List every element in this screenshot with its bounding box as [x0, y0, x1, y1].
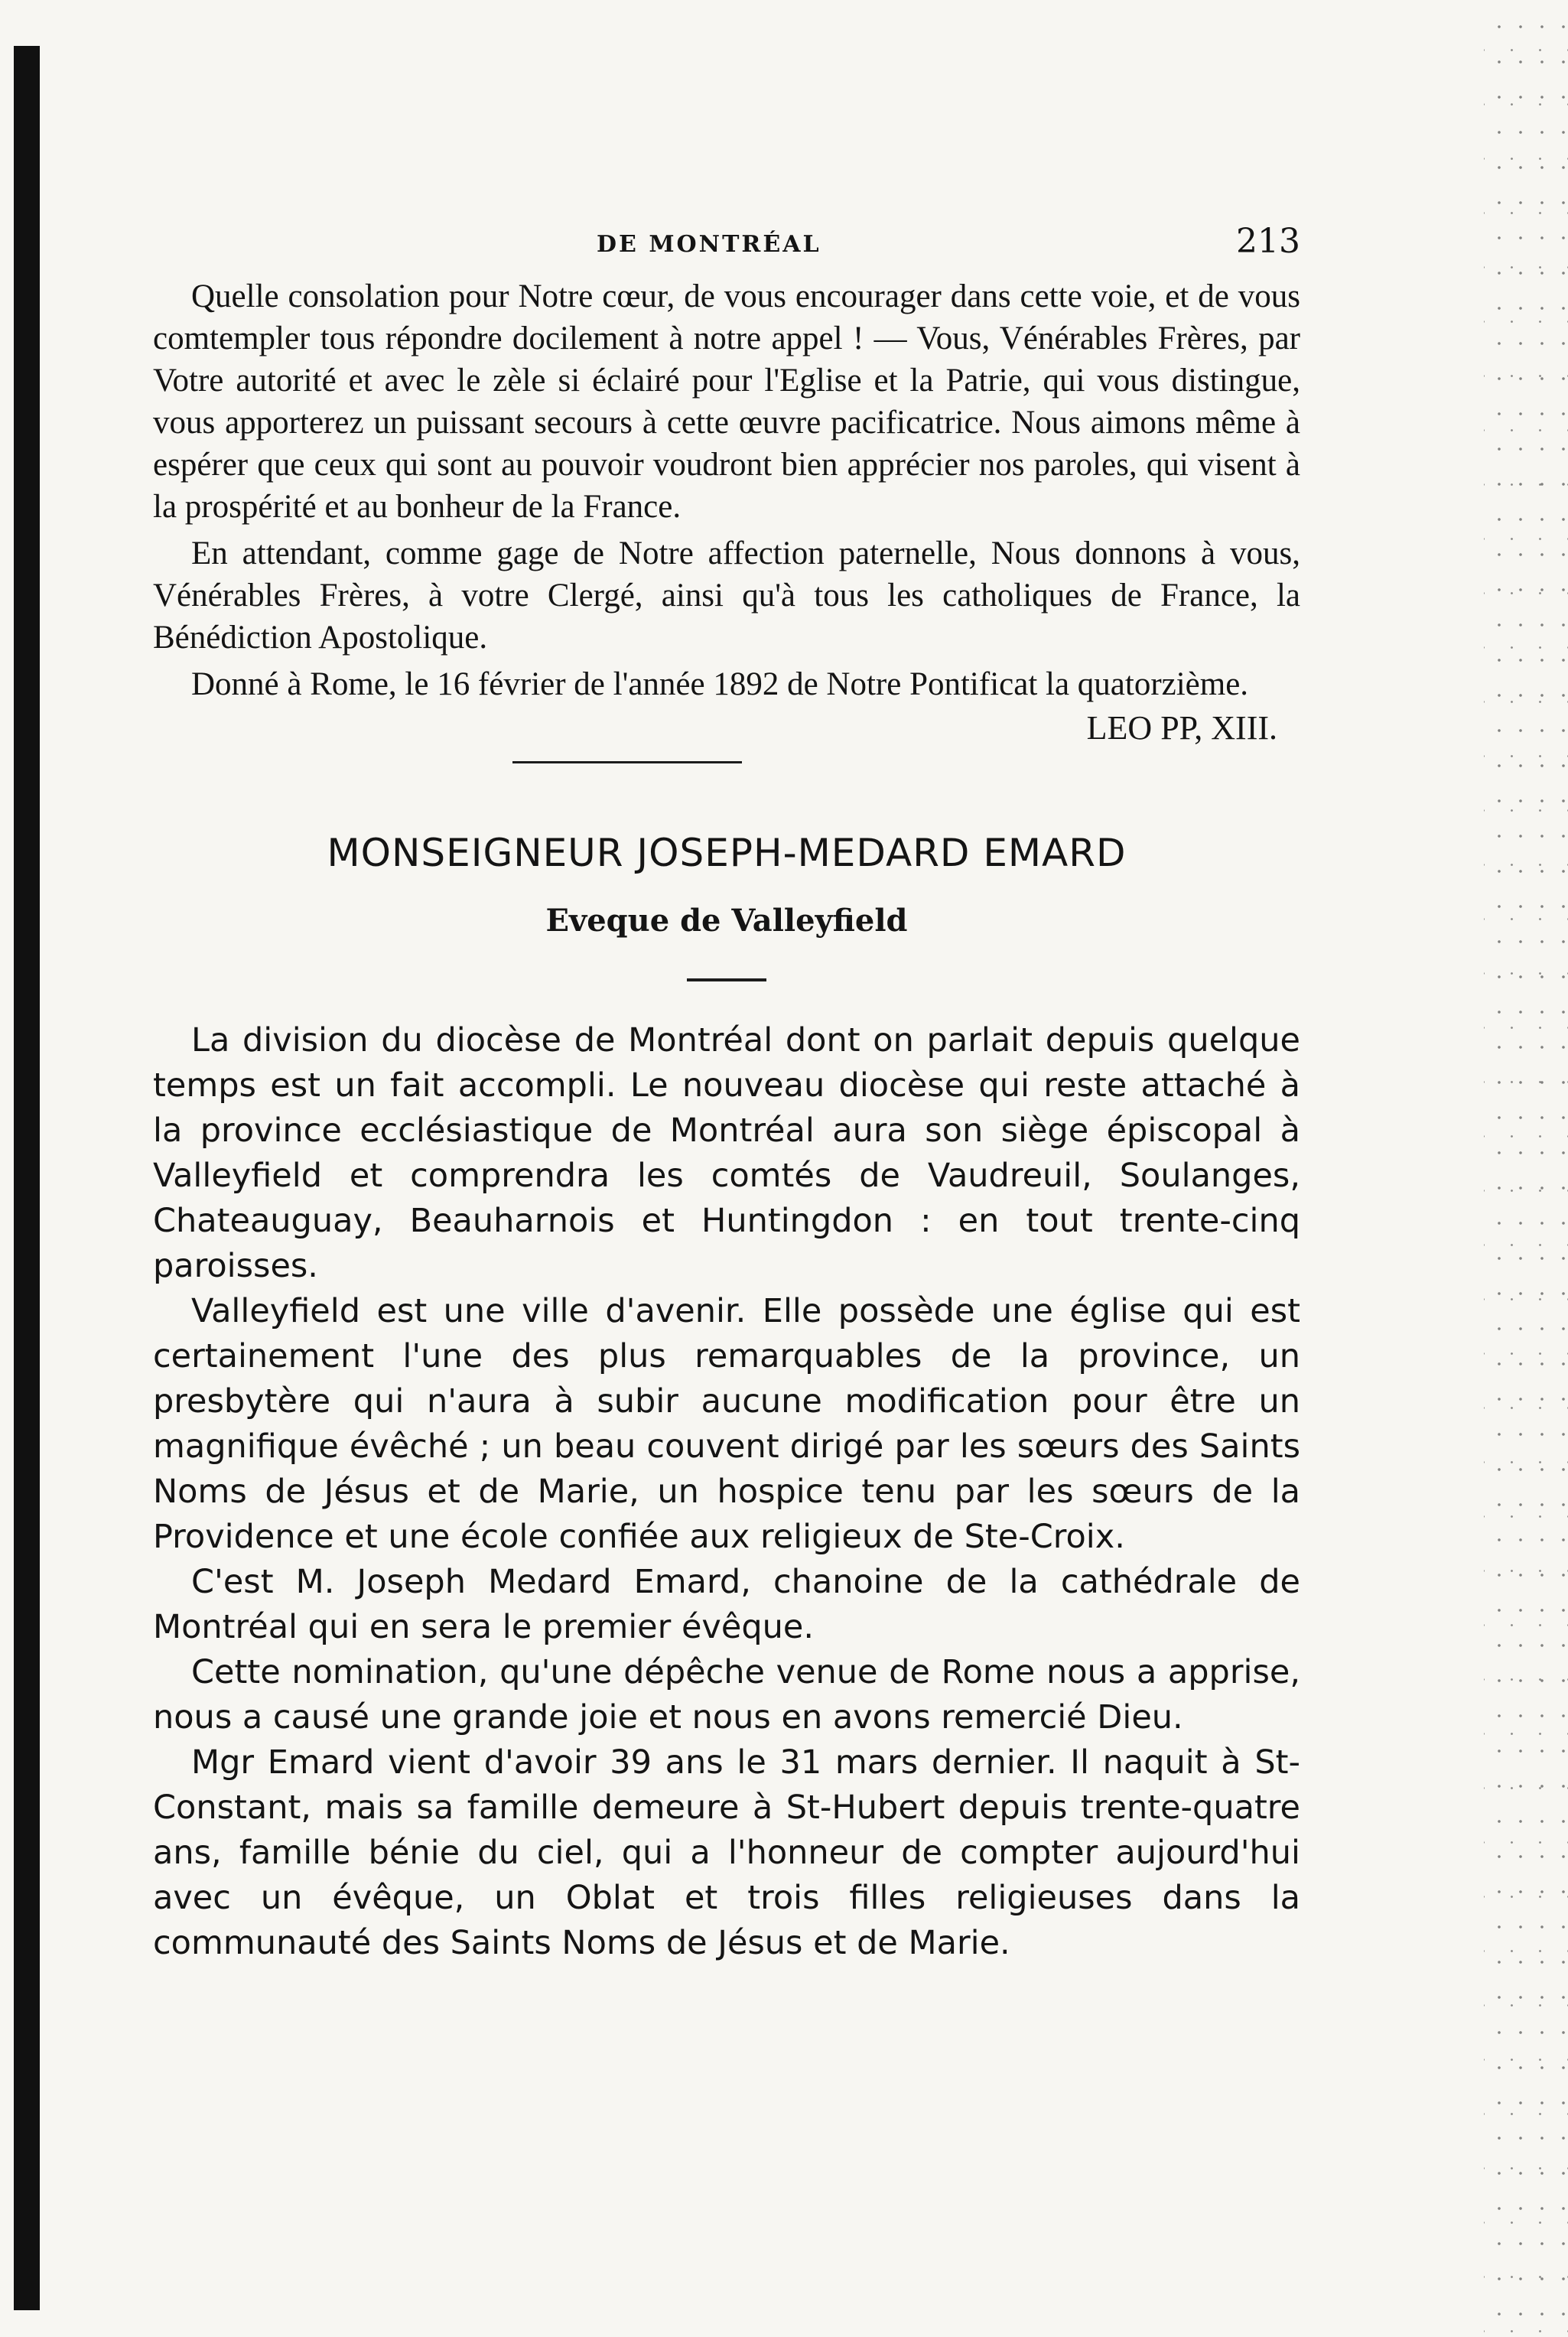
article-section [153, 831, 1300, 1966]
article-subtitle: Eveque de Valleyfield [545, 903, 908, 939]
article-paragraph: Mgr Emard vient d'avoir 39 ans le 31 mars dernier. Il naquit à St-Constant, mais sa famille demeure à St-Hubert depuis trente-quatre ans, famille bénie du ciel, qui a l'honneur de compter aujourd'hui avec un évêque, un Oblat et trois filles religieuses dans la communauté des Saints Noms de Jésus et de Marie. [153, 1743, 1300, 1962]
article-paragraph: C'est M. Joseph Medard Emard, chanoine de la cathédrale de Montréal qui en sera le premier évêque. [153, 1563, 1300, 1646]
letter-section [153, 275, 1300, 763]
letter-paragraph: Quelle consolation pour Notre cœur, de vous encourager dans cette voie, et de vous comtempler tous répondre docilement à notre appel ! — Vous, Vénérables Frères, par Votre autorité et avec le zèle si éclairé pour l'Eglise et la Patrie, qui vous distingue, vous apporterez un puissant secours à cette œuvre pacificatrice. Nous aimons même à espérer que ceux qui sont au pouvoir voudront bien apprécier nos paroles, qui visent à la prospérité et au bonheur de la France. [153, 278, 1300, 525]
scan-noise-margin [1484, 0, 1568, 2337]
article-paragraph: Cette nomination, qu'une dépêche venue de Rome nous a apprise, nous a causé une grande joie et nous en avons remercié Dieu. [153, 1653, 1300, 1736]
page [153, 222, 1300, 1966]
title-divider [687, 978, 766, 981]
article-paragraph: Valleyfield est une ville d'avenir. Elle possède une église qui est certainement l'une des plus remarquables de la province, un presbytère qui n'aura à subir aucune modification pour être un magnifique évêché ; un beau couvent dirigé par les sœurs des Saints Noms de Jésus et de Marie, un hospice tenu par les sœurs de la Providence et une école confiée aux religieux de Ste-Croix. [153, 1292, 1300, 1556]
running-head-title: DE MONTRÉAL [597, 231, 821, 258]
signature: LEO PP, XIII. [1086, 709, 1277, 747]
running-head [153, 222, 1300, 275]
page-number: 213 [1236, 222, 1300, 261]
letter-paragraph: Donné à Rome, le 16 février de l'année 1892 de Notre Pontificat la quatorzième. [191, 666, 1249, 702]
letter-paragraph: En attendant, comme gage de Notre affection paternelle, Nous donnons à vous, Vénérables Frères, à votre Clergé, ainsi qu'à tous les catholiques de France, la Bénédiction Apostolique. [153, 535, 1300, 656]
section-divider [512, 761, 742, 763]
article-paragraph: La division du diocèse de Montréal dont on parlait depuis quelque temps est un fait accompli. Le nouveau diocèse qui reste attaché à la province ecclésiastique de Montréal aura son siège épiscopal à Valleyfield et comprendra les comtés de Vaudreuil, Soulanges, Chateauguay, Beauharnois et Huntingdon : en tout trente-cinq paroisses. [153, 1021, 1300, 1285]
scan-binding-edge [14, 46, 40, 2310]
article-title: MONSEIGNEUR JOSEPH-MEDARD EMARD [327, 831, 1127, 875]
